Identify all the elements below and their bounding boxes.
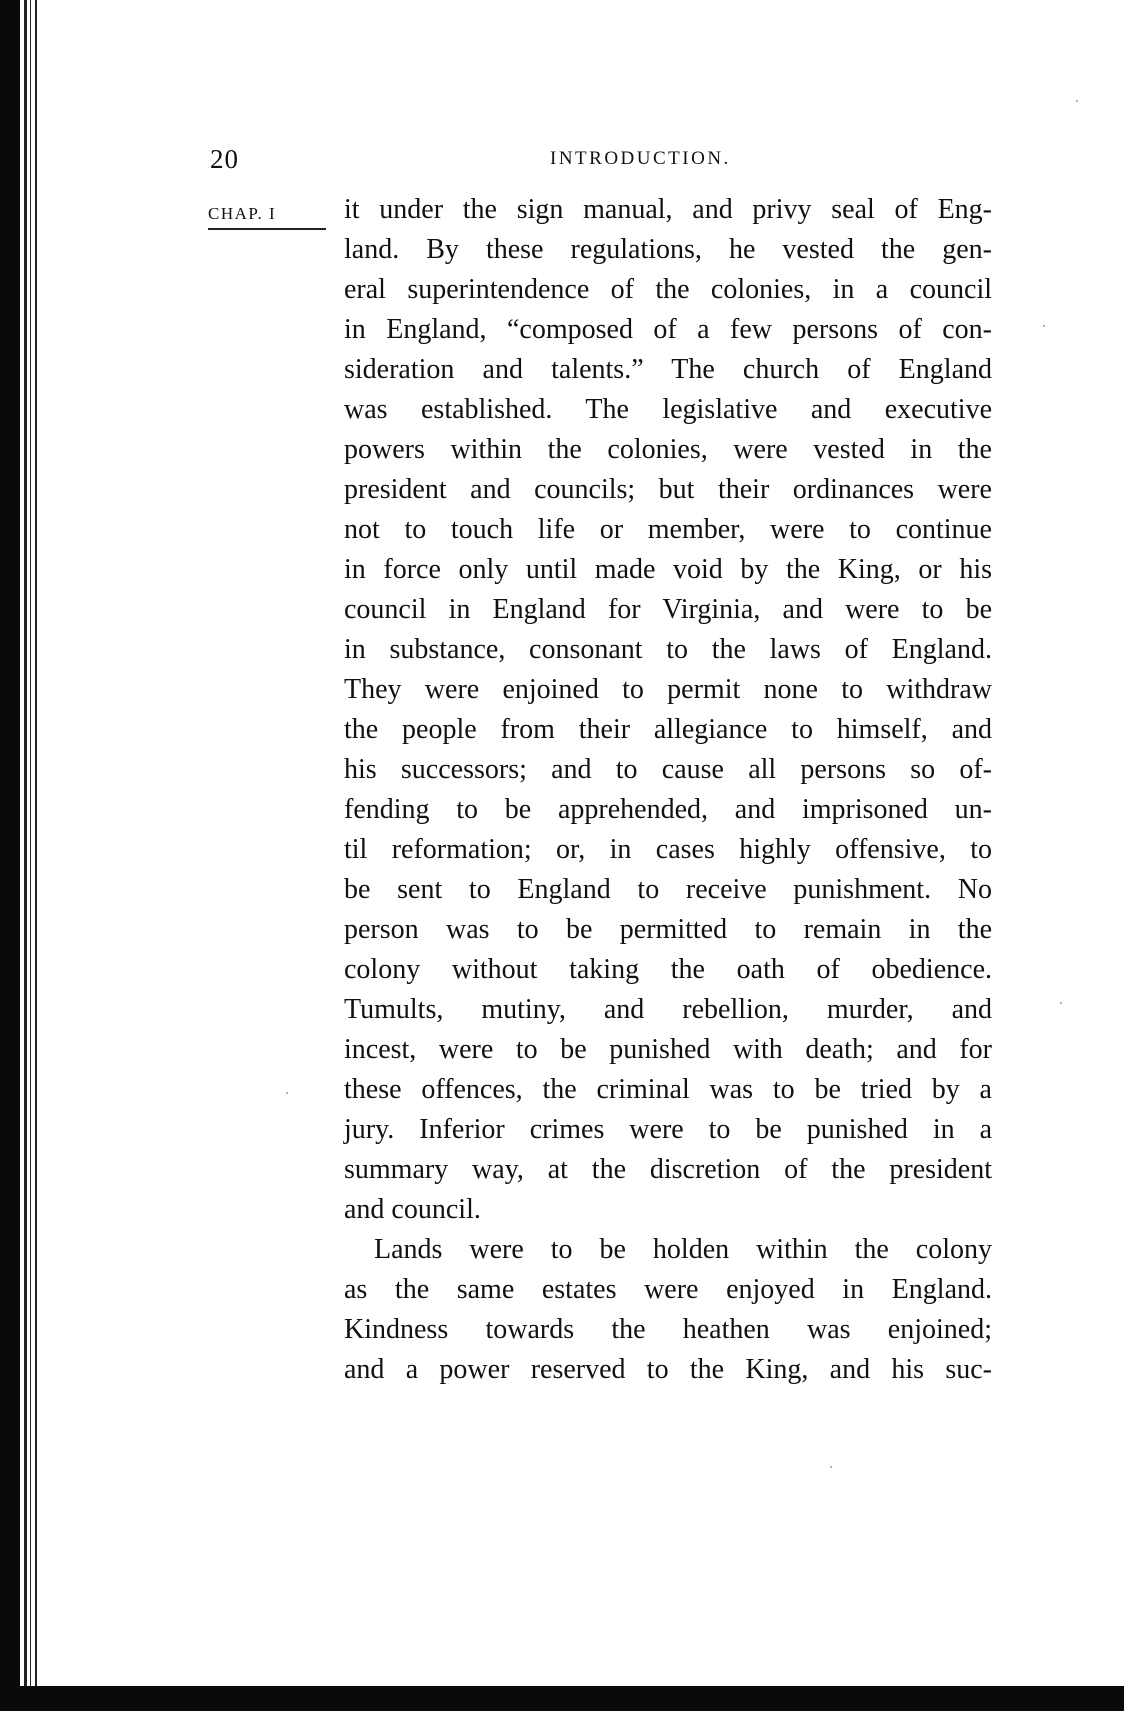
text-line: jury. Inferior crimes were to be punished in a (344, 1114, 992, 1145)
text-line: not to touch life or member, were to continue (344, 514, 992, 545)
text-line: eral superintendence of the colonies, in a council (344, 274, 992, 305)
text-line: be sent to England to receive punishment. No (344, 874, 992, 905)
scan-speck (1076, 100, 1078, 102)
text-line: Tumults, mutiny, and rebellion, murder, and (344, 994, 992, 1025)
scan-speck (830, 1466, 832, 1468)
binding-rule (24, 0, 27, 1711)
chapter-marker-rule (208, 228, 326, 230)
text-line: it under the sign manual, and privy seal of Eng- (344, 194, 992, 225)
text-line: in substance, consonant to the laws of England. (344, 634, 992, 665)
paragraph (344, 1230, 992, 1390)
text-line: They were enjoined to permit none to withdraw (344, 674, 992, 705)
scan-bottom-edge (0, 1686, 1124, 1711)
running-head: INTRODUCTION. (550, 148, 731, 169)
text-line: the people from their allegiance to himself, and (344, 714, 992, 745)
text-line: his successors; and to cause all persons so of- (344, 754, 992, 785)
text-line: sideration and talents.” The church of England (344, 354, 992, 385)
chapter-marker: CHAP. I (208, 204, 277, 223)
scan-speck (1043, 325, 1045, 327)
binding-rule (35, 0, 37, 1711)
text-line: in force only until made void by the King, or his (344, 554, 992, 585)
text-line: Lands were to be holden within the colony (374, 1234, 992, 1265)
text-line: til reformation; or, in cases highly offensive, to (344, 834, 992, 865)
text-line: and council. (344, 1194, 481, 1225)
text-line: and a power reserved to the King, and his suc- (344, 1354, 992, 1385)
text-line: summary way, at the discretion of the president (344, 1154, 992, 1185)
text-line: fending to be apprehended, and imprisoned un- (344, 794, 992, 825)
page-number: 20 (210, 144, 239, 174)
body-text (344, 190, 992, 1390)
binding-edge (0, 0, 40, 1711)
text-line: as the same estates were enjoyed in England. (344, 1274, 992, 1305)
text-line: land. By these regulations, he vested the gen- (344, 234, 992, 265)
binding-rule (30, 0, 31, 1711)
text-line: incest, were to be punished with death; and for (344, 1034, 992, 1065)
scan-speck (286, 1092, 288, 1094)
text-line: powers within the colonies, were vested in the (344, 434, 992, 465)
text-line: president and councils; but their ordinances were (344, 474, 992, 505)
text-line: these offences, the criminal was to be tried by a (344, 1074, 992, 1105)
scan-speck (1060, 1002, 1062, 1004)
text-line: in England, “composed of a few persons of con- (344, 314, 992, 345)
paragraph (344, 190, 992, 1230)
text-line: was established. The legislative and executive (344, 394, 992, 425)
text-line: council in England for Virginia, and were to be (344, 594, 992, 625)
text-line: colony without taking the oath of obedience. (344, 954, 992, 985)
text-line: Kindness towards the heathen was enjoined; (344, 1314, 992, 1345)
text-line: person was to be permitted to remain in the (344, 914, 992, 945)
binding-shadow (0, 0, 20, 1711)
